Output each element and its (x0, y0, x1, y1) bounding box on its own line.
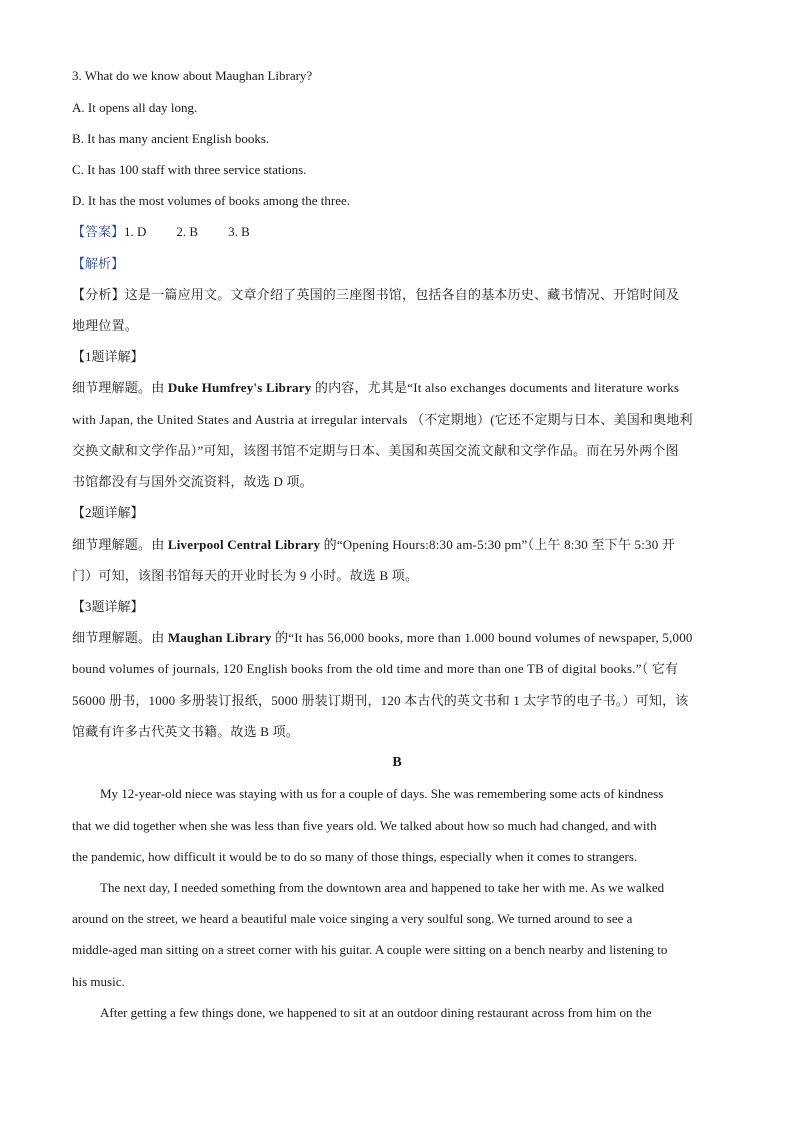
paragraph-2-line-2: around on the street, we heard a beautiful male voice singing a very soulful song. We turned around to see a (72, 911, 633, 926)
answer-1: 1. D (124, 224, 147, 239)
q1-library-name: Duke Humfrey's Library (167, 380, 312, 395)
q2-line-1: 细节理解题。由 Liverpool Central Library 的“Opening Hours:8:30 am-5:30 pm”（上午 8:30 至下午 5:30 开 (72, 537, 676, 552)
answer-2: 2. B (176, 224, 199, 239)
q3-library-name: Maughan Library (167, 630, 272, 645)
q2-library-name: Liverpool Central Library (167, 537, 321, 552)
q3-line-3: 56000 册书，1000 多册装订报纸，5000 册装订期刊，120 本古代的英文书和 1 太字节的电子书。）可知，该 (72, 693, 689, 708)
analysis-summary-line-1: 【分析】这是一篇应用文。文章介绍了英国的三座图书馆，包括各自的基本历史、藏书情况、开馆时间及 (72, 287, 680, 302)
q1-heading: 【1题详解】 (72, 349, 144, 364)
question-3-stem: 3. What do we know about Maughan Library? (72, 68, 313, 83)
q3-line-4: 馆藏有许多古代英文书籍。故选 B 项。 (72, 724, 299, 739)
analysis-label: 【解析】 (72, 256, 125, 271)
section-b-title: B (392, 755, 402, 770)
q3-line-2: bound volumes of journals, 120 English books from the old time and more than one TB of digital books.”（ 它有 (72, 661, 679, 676)
q3-line-1: 细节理解题。由 Maughan Library 的“It has 56,000 books, more than 1.000 bound volumes of newspaper, 5,000 (72, 630, 693, 645)
analysis-summary-line-2: 地理位置。 (72, 318, 139, 333)
paragraph-2-line-1: The next day, I needed something from the downtown area and happened to take her with me. As we walked (100, 880, 665, 895)
q3-heading: 【3题详解】 (72, 599, 144, 614)
paragraph-1-line-3: the pandemic, how difficult it would be to do so many of those things, especially when it comes to strangers. (72, 849, 638, 864)
q2-line-2: 门）可知，该图书馆每天的开业时长为 9 小时。故选 B 项。 (72, 568, 419, 583)
answer-label: 【答案】 (72, 224, 125, 239)
paragraph-1-line-1: My 12-year-old niece was staying with us for a couple of days. She was remembering some acts of kindness (100, 786, 664, 801)
q1-line-4: 书馆都没有与国外交流资料，故选 D 项。 (72, 474, 313, 489)
q1-line-1: 细节理解题。由 Duke Humfrey's Library 的内容，尤其是“It also exchanges documents and literature works (72, 380, 680, 395)
q1-line-2: with Japan, the United States and Austria at irregular intervals （不定期地）(它还不定期与日本、美国和奥地利 (72, 412, 693, 427)
q1-line-3: 交换文献和文学作品）”可知，该图书馆不定期与日本、美国和英国交流文献和文学作品。而在另外两个图 (72, 443, 679, 458)
paragraph-2-line-3: middle-aged man sitting on a street corner with his guitar. A couple were sitting on a bench nearby and listening to (72, 942, 668, 957)
option-b: B. It has many ancient English books. (72, 131, 270, 146)
paragraph-3-line-1: After getting a few things done, we happened to sit at an outdoor dining restaurant across from him on the (100, 1005, 652, 1020)
option-a: A. It opens all day long. (72, 100, 198, 115)
paragraph-1-line-2: that we did together when she was less than five years old. We talked about how so much had changed, and with (72, 818, 657, 833)
answer-line (72, 224, 724, 240)
paragraph-2-line-4: his music. (72, 974, 125, 989)
option-d: D. It has the most volumes of books among the three. (72, 193, 351, 208)
q2-heading: 【2题详解】 (72, 505, 144, 520)
answer-3: 3. B (228, 224, 250, 239)
option-c: C. It has 100 staff with three service stations. (72, 162, 307, 177)
